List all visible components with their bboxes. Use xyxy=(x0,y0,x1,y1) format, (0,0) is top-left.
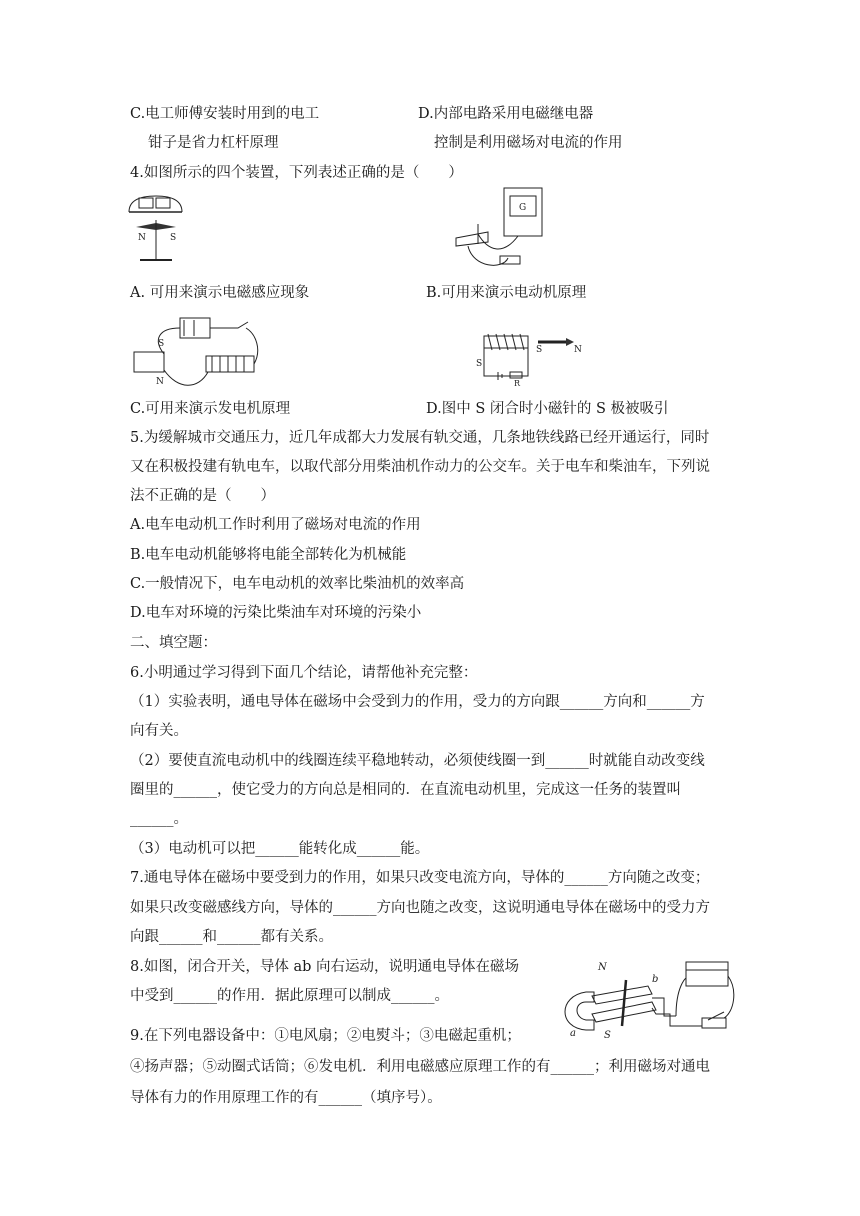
figure-d-label-s-switch: S xyxy=(476,359,483,369)
figure-a-label-s: S xyxy=(170,233,177,243)
q5-option-a: A.电车电动机工作时利用了磁场对电流的作用 xyxy=(130,517,421,533)
q4-figure-a-oersted xyxy=(126,192,186,272)
q3-option-d-line1: D.内部电路采用电磁继电器 xyxy=(418,106,594,122)
q8-figure-label-b: b xyxy=(652,974,659,985)
q4-option-d: D.图中 S 闭合时小磁针的 S 极被吸引 xyxy=(426,401,669,417)
q6-part1-line2: 向有关。 xyxy=(130,723,188,739)
q5-stem-line3: 法不正确的是（ ） xyxy=(130,488,275,504)
section-fill-in-heading: 二、填空题： xyxy=(130,635,217,651)
figure-c-label-n: N xyxy=(156,377,164,387)
q3-option-c-line1: C.电工师傅安装时用到的电工 xyxy=(130,106,320,122)
q5-stem-line2: 又在积极投建有轨电车，以取代部分用柴油机作动力的公交车。关于电车和柴油车，下列说 xyxy=(130,459,710,475)
q3-option-c-line2: 钳子是省力杠杆原理 xyxy=(148,135,279,151)
q6-part2-line3: ______。 xyxy=(130,811,188,827)
q4-figure-c-motor xyxy=(128,310,264,392)
q4-option-a: A. 可用来演示电磁感应现象 xyxy=(130,285,310,301)
q4-figure-b-induction xyxy=(448,186,548,272)
q8-line1: 8.如图，闭合开关，导体 ab 向右运动，说明通电导体在磁场 xyxy=(130,959,519,975)
q6-part3: （3）电动机可以把______能转化成______能。 xyxy=(130,841,430,857)
q6-stem: 6.小明通过学习得到下面几个结论，请帮他补充完整： xyxy=(130,665,478,681)
q8-figure-rail-experiment xyxy=(552,956,738,1040)
q5-option-d: D.电车对环境的污染比柴油车对环境的污染小 xyxy=(130,605,422,621)
q3-option-d-line2: 控制是利用磁场对电流的作用 xyxy=(434,135,623,151)
q6-part2-line1: （2）要使直流电动机中的线圈连续平稳地转动，必须使线圈一到______时就能自动改变线 xyxy=(130,753,705,769)
q8-line2: 中受到______的作用．据此原理可以制成______。 xyxy=(130,988,449,1004)
figure-a-label-n: N xyxy=(138,233,146,243)
q8-figure-label-s: S xyxy=(604,1030,611,1040)
q7-line1: 7.通电导体在磁场中要受到力的作用，如果只改变电流方向，导体的______方向随之改变； xyxy=(130,870,710,886)
q7-line3: 向跟______和______都有关系。 xyxy=(130,929,333,945)
figure-d-label-s-needle: S xyxy=(536,345,543,355)
q5-option-b: B.电车电动机能够将电能全部转化为机械能 xyxy=(130,547,407,563)
q9-line2: ④扬声器；⑤动圈式话筒；⑥发电机．利用电磁感应原理工作的有______；利用磁场对通电 xyxy=(130,1059,710,1075)
q4-option-c: C.可用来演示发电机原理 xyxy=(130,401,291,417)
figure-d-label-r: R xyxy=(514,379,521,386)
q8-figure-label-a: a xyxy=(570,1028,576,1039)
q4-option-b: B.可用来演示电动机原理 xyxy=(426,285,587,301)
q7-line2: 如果只改变磁感线方向，导体的______方向也随之改变，这说明通电导体在磁场中的受力方 xyxy=(130,900,710,916)
figure-c-label-s: S xyxy=(158,339,165,349)
q9-line1: 9.在下列电器设备中：①电风扇；②电熨斗；③电磁起重机； xyxy=(130,1028,521,1044)
q4-figure-d-solenoid xyxy=(476,330,586,386)
figure-d-label-n: N xyxy=(574,345,582,355)
q5-stem-line1: 5.为缓解城市交通压力，近几年成都大力发展有轨交通，几条地铁线路已经开通运行，同时 xyxy=(130,430,710,446)
figure-b-label-g: G xyxy=(519,203,527,213)
q6-part2-line2: 圈里的______，使它受力的方向总是相同的．在直流电动机里，完成这一任务的装置叫 xyxy=(130,782,681,798)
q4-stem: 4.如图所示的四个装置，下列表述正确的是（ ） xyxy=(130,165,463,181)
q8-figure-label-n: N xyxy=(598,962,607,973)
q6-part1-line1: （1）实验表明，通电导体在磁场中会受到力的作用，受力的方向跟______方向和______方 xyxy=(130,694,705,710)
q9-line3: 导体有力的作用原理工作的有______（填序号）。 xyxy=(130,1090,442,1106)
q5-option-c: C.一般情况下，电车电动机的效率比柴油机的效率高 xyxy=(130,576,465,592)
